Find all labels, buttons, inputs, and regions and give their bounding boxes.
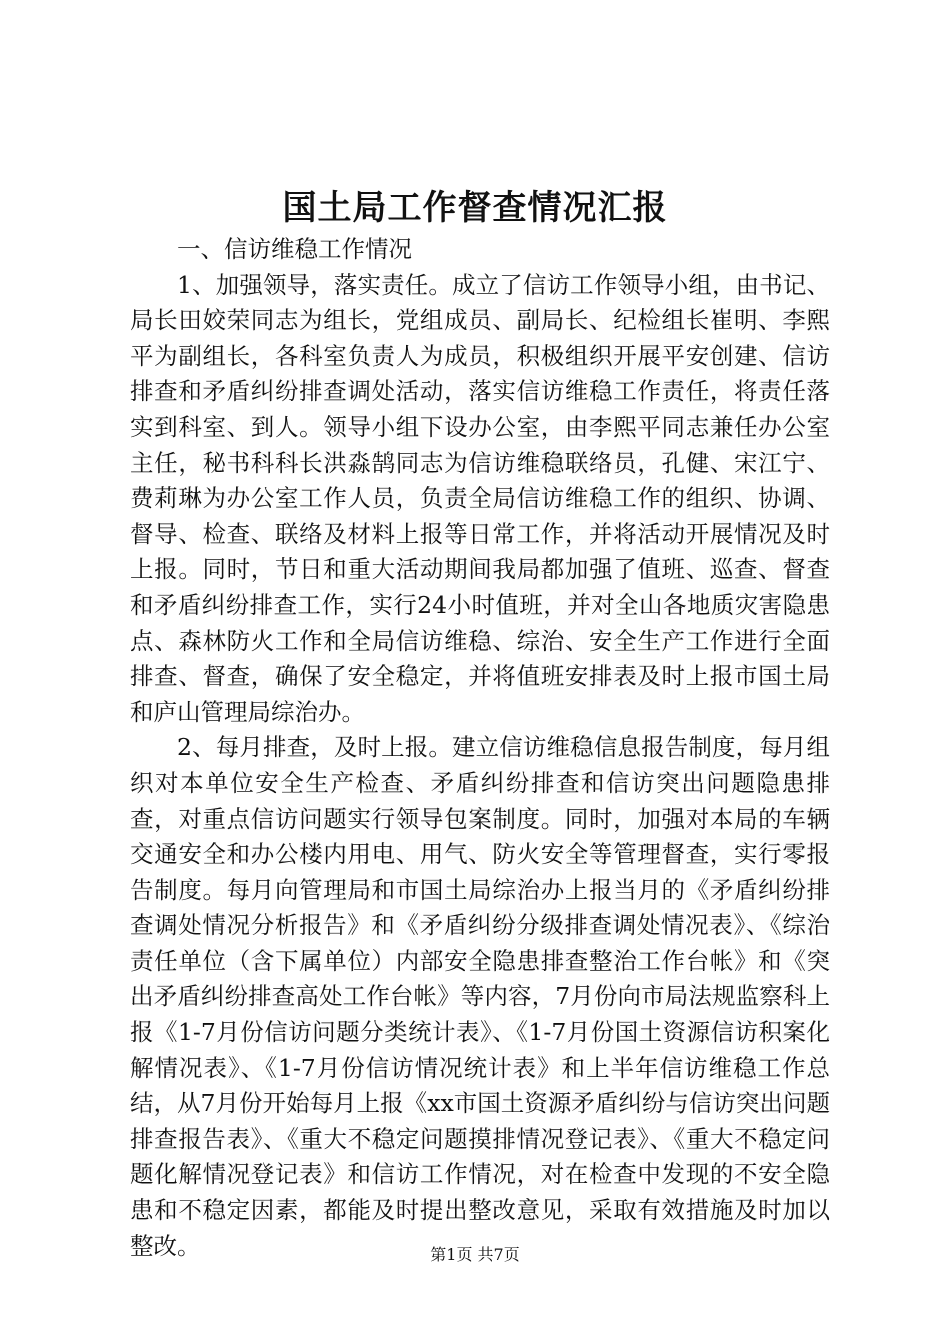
document-title: 国土局工作督查情况汇报 bbox=[282, 188, 668, 228]
paragraph-1: 1、加强领导，落实责任。成立了信访工作领导小组，由书记、局长田姣荣同志为组长，党组成员、副局长、纪检组长崔明、李熙平为副组长，各科室负责人为成员，积极组织开展平安创建、信访排查和矛盾纠纷排查调处活动，落实信访维稳工作责任，将责任落实到科室、到人。领导小组下设办公室，由李熙平同志兼任办公室主任，秘书科科长洪淼鹄同志为信访维稳联络员，孔健、宋江宁、费莉琳为办公室工作人员，负责全局信访维稳工作的组织、协调、督导、检查、联络及材料上报等日常工作，并将活动开展情况及时上报。同时，节日和重大活动期间我局都加强了值班、巡查、督查和矛盾纠纷排查工作，实行24小时值班，并对全山各地质灾害隐患点、森林防火工作和全局信访维稳、综治、安全生产工作进行全面排查、督查，确保了安全稳定，并将值班安排表及时上报市国土局和庐山管理局综治办。 bbox=[130, 270, 830, 726]
page-footer: 第1页 共7页 bbox=[430, 1245, 520, 1264]
paragraph-2: 2、每月排查，及时上报。建立信访维稳信息报告制度，每月组织对本单位安全生产检查、矛盾纠纷排查和信访突出问题隐患排查，对重点信访问题实行领导包案制度。同时，加强对本局的车辆交通安全和办公楼内用电、用气、防火安全等管理督查，实行零报告制度。每月向管理局和市国土局综治办上报当月的《矛盾纠纷排查调处情况分析报告》和《矛盾纠纷分级排查调处情况表》、《综治责任单位（含下属单位）内部安全隐患排查整治工作台帐》和《突出矛盾纠纷排查高处工作台帐》等内容，7月份向市局法规监察科上报《1-7月份信访问题分类统计表》、《1-7月份国土资源信访积案化解情况表》、《1-7月份信访情况统计表》和上半年信访维稳工作总结，从7月份开始每月上报《xx市国土资源矛盾纠纷与信访突出问题排查报告表》、《重大不稳定问题摸排情况登记表》、《重大不稳定问题化解情况登记表》和信访工作情况，对在检查中发现的不安全隐患和不稳定因素，都能及时提出整改意见，采取有效措施及时加以整改。 bbox=[130, 733, 830, 1260]
section-heading: 一、信访维稳工作情况 bbox=[177, 235, 412, 263]
document-body bbox=[130, 232, 830, 1264]
